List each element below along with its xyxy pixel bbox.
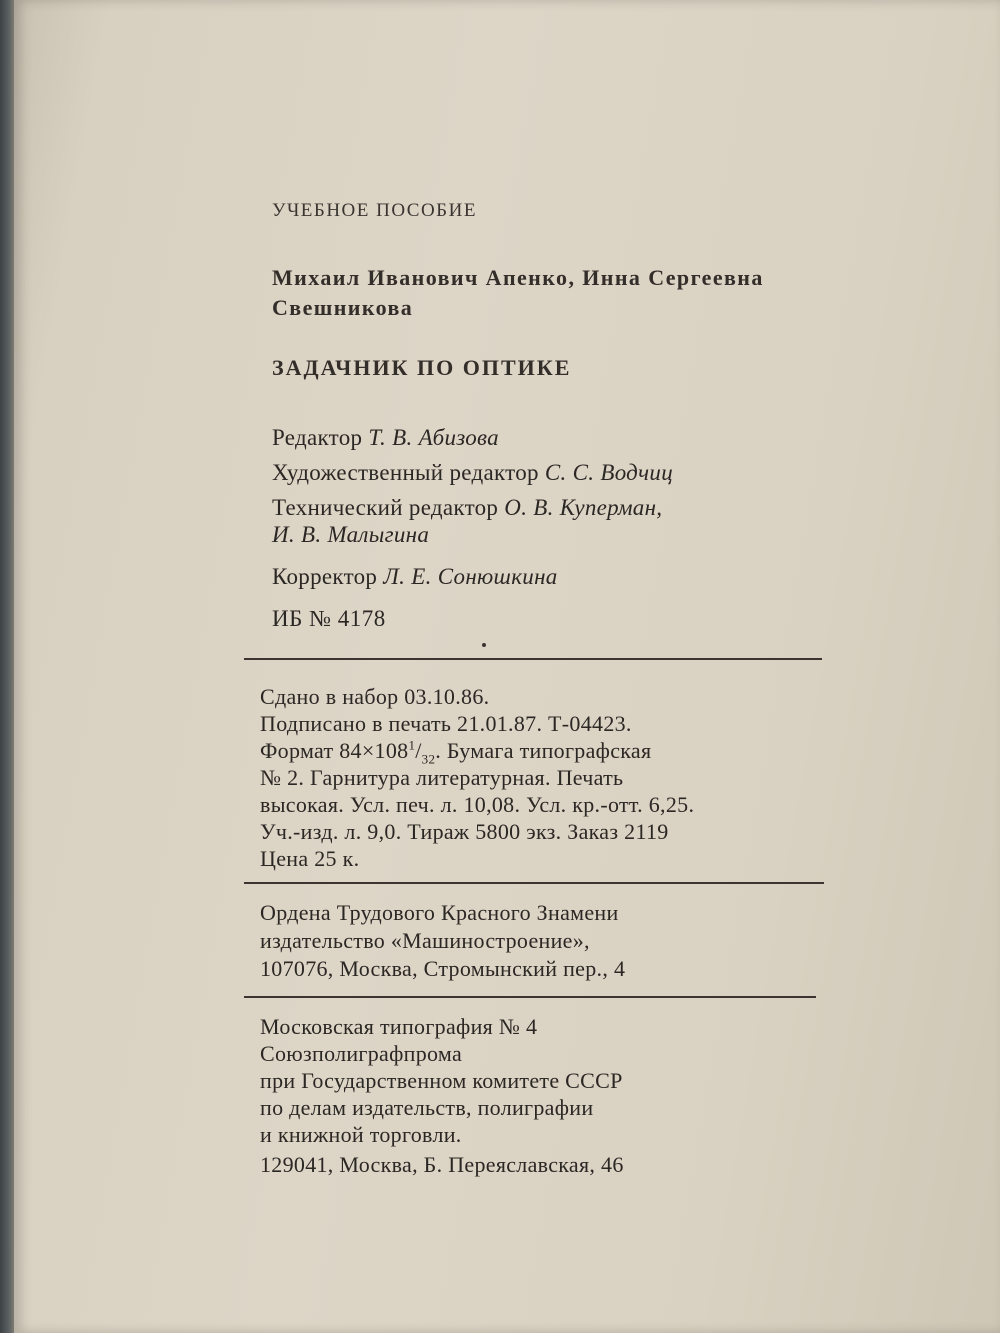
publisher-line-2: издательство «Машиностроение», — [260, 928, 590, 953]
format-sub: 32 — [421, 751, 436, 767]
imprint-line-6: Уч.-изд. л. 9,0. Тираж 5800 экз. Заказ 2119 — [260, 819, 669, 844]
credit-name: О. В. Куперман, — [504, 495, 663, 520]
paper-text: . Бумага типографская — [435, 738, 652, 763]
credit-tech-editor-2 — [272, 522, 429, 548]
credit-name: И. В. Малыгина — [272, 522, 430, 547]
imprint-line-2: Подписано в печать 21.01.87. Т-04423. — [260, 711, 632, 736]
credit-role: Технический редактор — [272, 495, 499, 520]
imprint-line-7: Цена 25 к. — [260, 846, 360, 871]
printer-line-3: при Государственном комитете СССР — [260, 1068, 623, 1093]
printer-line-2: Союзполиграфпрома — [260, 1041, 463, 1066]
imprint-line-3 — [260, 737, 652, 767]
credit-corrector — [272, 564, 558, 590]
authors-line-2: Свешникова — [272, 295, 414, 320]
ink-speck — [482, 643, 486, 647]
imprint-line-4: № 2. Гарнитура литературная. Печать — [260, 765, 624, 790]
imprint-line-5: высокая. Усл. печ. л. 10,08. Усл. кр.-отт. 6,25. — [260, 792, 695, 817]
credit-editor — [272, 425, 499, 451]
format-slash: / — [415, 738, 422, 763]
divider-rule-3 — [244, 996, 816, 998]
credit-art-editor — [272, 460, 673, 486]
authors-line-1: Михаил Иванович Апенко, Инна Сергеевна — [272, 265, 764, 290]
credit-role: Художественный редактор — [272, 460, 539, 485]
printer-line-5: и книжной торговли. — [260, 1122, 462, 1147]
credit-name: Т. В. Абизова — [368, 425, 499, 450]
format-sup: 1 — [408, 737, 416, 753]
credit-role: Редактор — [272, 425, 363, 450]
printer-line-6: 129041, Москва, Б. Переяславская, 46 — [260, 1152, 624, 1177]
page-edge-shadow — [0, 0, 14, 1333]
publisher-line-3: 107076, Москва, Стромынский пер., 4 — [260, 956, 626, 981]
authors — [272, 263, 852, 323]
credit-name: Л. Е. Сонюшкина — [383, 564, 558, 589]
printer-line-4: по делам издательств, полиграфии — [260, 1095, 594, 1120]
series-label: УЧЕБНОЕ ПОСОБИЕ — [272, 200, 477, 221]
printer-line-1: Московская типография № 4 — [260, 1014, 538, 1039]
format-text: Формат 84×108 — [260, 738, 409, 763]
divider-rule-1 — [244, 658, 822, 660]
imprint-line-1: Сдано в набор 03.10.86. — [260, 684, 490, 709]
divider-rule-2 — [244, 882, 824, 884]
credit-name: С. С. Водчиц — [544, 460, 673, 485]
book-title: ЗАДАЧНИК ПО ОПТИКЕ — [272, 355, 572, 380]
credit-tech-editor — [272, 495, 662, 521]
book-page — [14, 0, 1000, 1333]
credit-role: Корректор — [272, 564, 378, 589]
ib-number: ИБ № 4178 — [272, 606, 386, 631]
publisher-line-1: Ордена Трудового Красного Знамени — [260, 900, 619, 925]
